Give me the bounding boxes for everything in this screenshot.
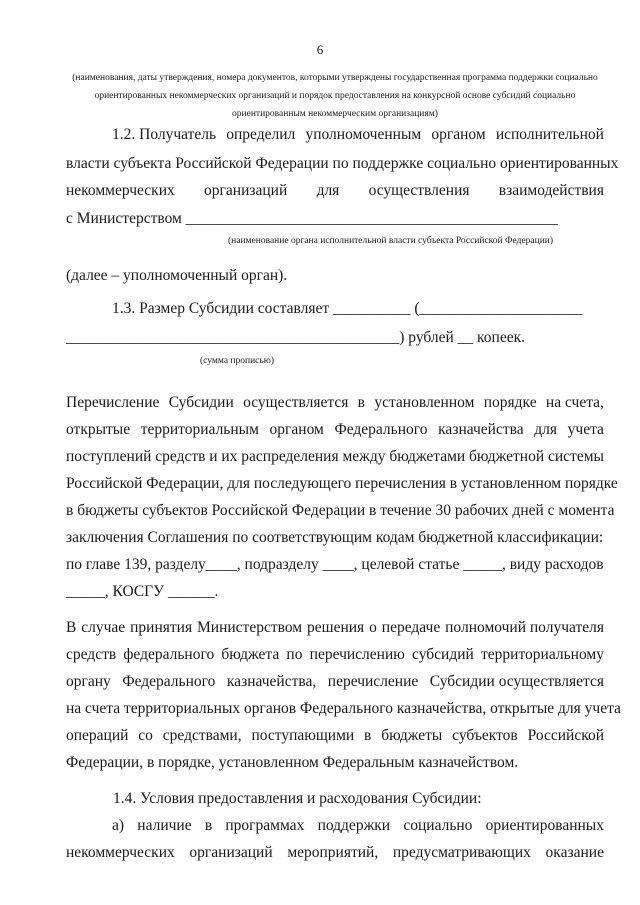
caption-line: ориентированным некоммерческим организациям) <box>232 109 438 119</box>
caption-line: ориентированных некоммерческих организаций и порядок предоставления на конкурсной основе субсидий социально <box>94 91 576 101</box>
paragraph-line: _____, КОСГУ ______. <box>66 583 219 600</box>
field-caption: (сумма прописью) <box>200 356 274 366</box>
paragraph-line: ___________________________________________) рублей __ копеек. <box>66 329 525 346</box>
paragraph-line: а) наличие в программах поддержки социально ориентированных <box>112 817 604 834</box>
paragraph-line: в бюджеты субъектов Российской Федерации в течение 30 рабочих дней с момента <box>66 502 615 519</box>
paragraph-line: (далее – уполномоченный орган). <box>66 267 288 284</box>
paragraph-line: по главе 139, разделу____, подразделу ____, целевой статье _____, виду расходов <box>66 556 604 573</box>
paragraph-line: В случае принятия Министерством решения о передаче полномочий получателя <box>66 619 604 636</box>
paragraph-line: открытые территориальным органом Федерального казначейства для учета <box>66 421 604 438</box>
paragraph-line: с Министерством ________________________________________________ <box>66 210 558 227</box>
section-heading: 1.4. Условия предоставления и расходования Субсидии: <box>113 790 482 807</box>
paragraph-line: некоммерческих организаций для осуществления взаимодействия <box>66 182 604 199</box>
paragraph-line: операций со средствами, поступающими в бюджеты субъектов Российской <box>66 727 604 744</box>
paragraph-line: поступлений средств и их распределения между бюджетами бюджетной системы <box>66 448 604 465</box>
caption-line: (наименования, даты утверждения, номера документов, которыми утверждены государственная программа поддержки социально <box>72 73 598 83</box>
paragraph-line: Российской Федерации, для последующего перечисления в установленном порядке <box>66 475 618 492</box>
paragraph-line: органу Федерального казначейства, перечисление Субсидии осуществляется <box>66 673 604 690</box>
page-number: 6 <box>316 42 324 57</box>
paragraph-line: некоммерческих организаций мероприятий, предусматривающих оказание <box>66 844 604 861</box>
paragraph-line: средств федерального бюджета по перечислению субсидий территориальному <box>66 646 604 663</box>
paragraph-line: Федерации, в порядке, установленном Федеральным казначейством. <box>66 754 519 771</box>
paragraph-line: власти субъекта Российской Федерации по поддержке социально ориентированных <box>66 155 619 172</box>
paragraph-line: на счета территориальных органов Федерального казначейства, открытые для учета <box>66 700 621 717</box>
paragraph-line: 1.3. Размер Субсидии составляет __________ (_____________________ <box>112 300 583 317</box>
field-caption: (наименование органа исполнительной власти субъекта Российской Федерации) <box>228 236 554 246</box>
paragraph-line: 1.2. Получатель определил уполномоченным органом исполнительной <box>112 126 604 143</box>
paragraph-line: заключения Соглашения по соответствующим кодам бюджетной классификации: <box>66 529 604 546</box>
paragraph-line: Перечисление Субсидии осуществляется в установленном порядке на счета, <box>66 394 604 411</box>
